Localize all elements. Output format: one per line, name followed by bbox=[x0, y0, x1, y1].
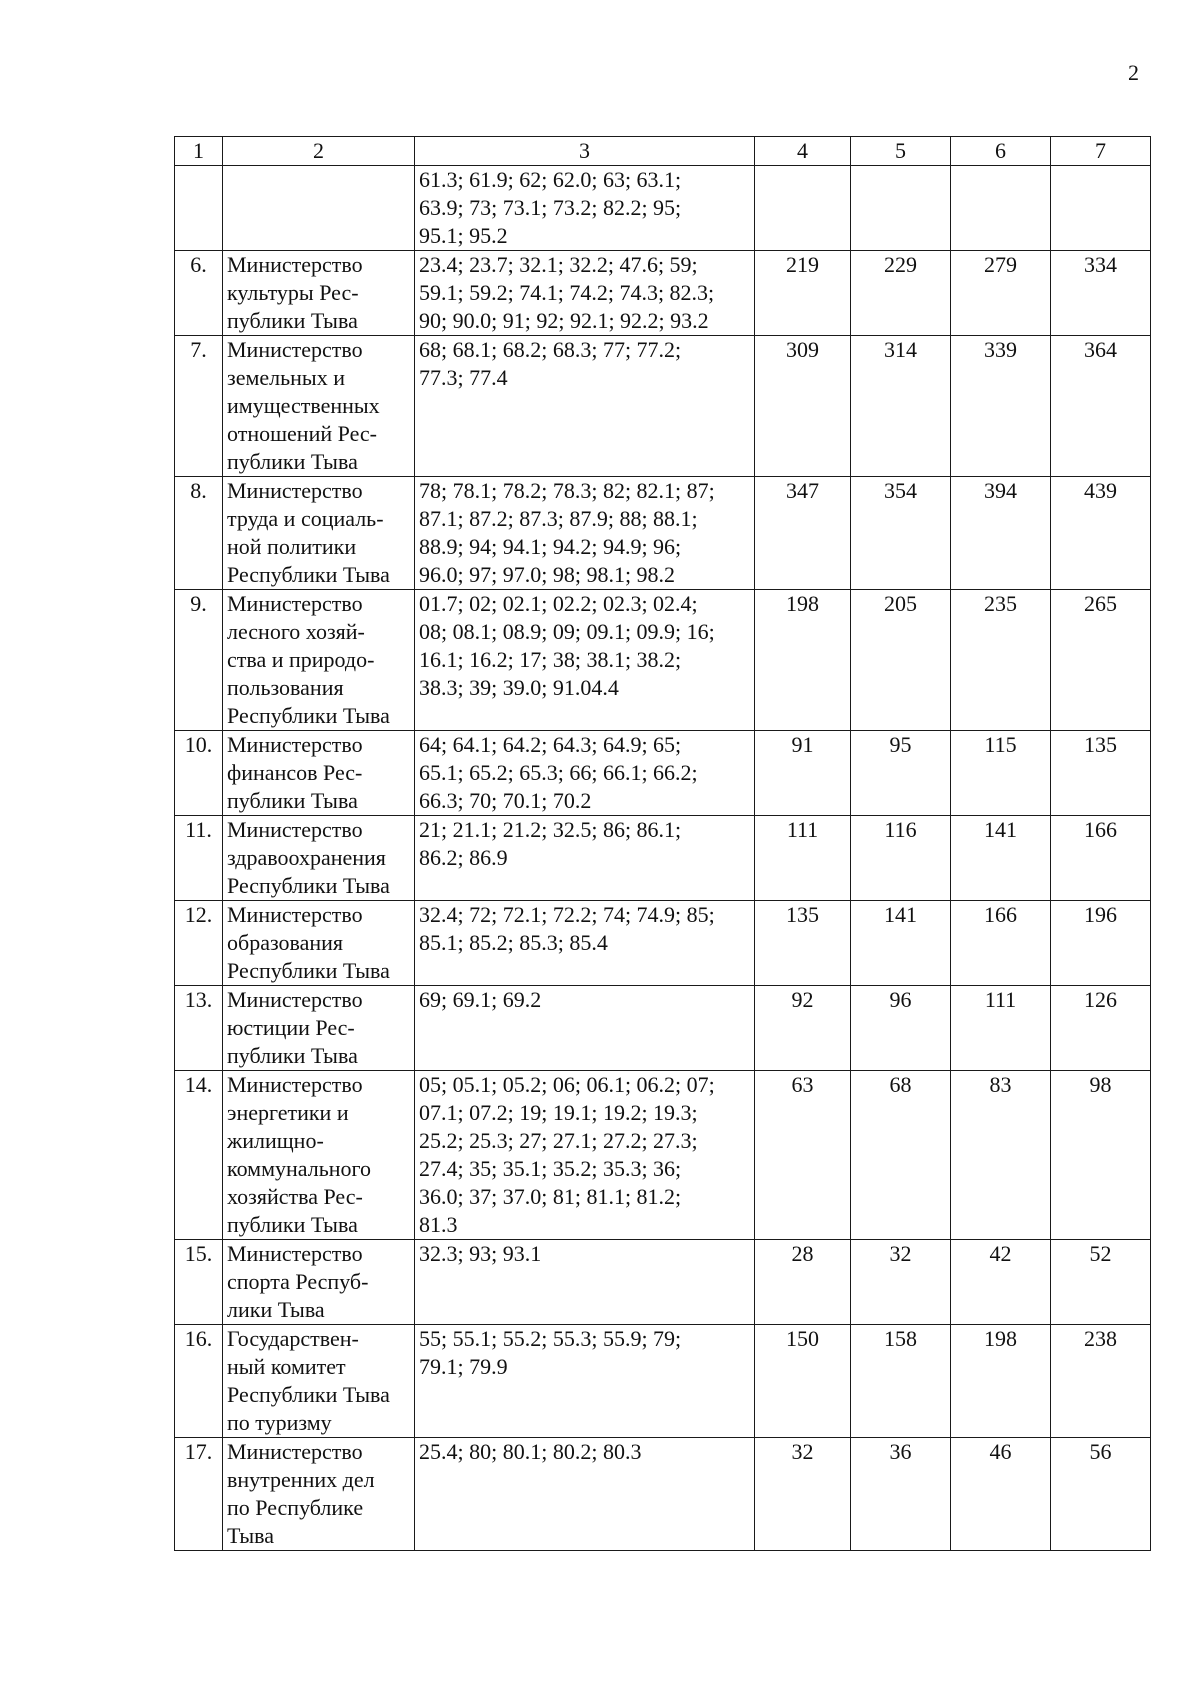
value-col-7: 439 bbox=[1051, 477, 1151, 590]
ministry-name-line: жилищно- bbox=[227, 1128, 324, 1153]
ministry-name-line: лики Тыва bbox=[227, 1297, 325, 1322]
value-col-5: 96 bbox=[851, 986, 951, 1071]
activity-codes bbox=[415, 1438, 755, 1551]
activity-codes-line: 90; 90.0; 91; 92; 92.1; 92.2; 93.2 bbox=[419, 308, 709, 333]
activity-codes bbox=[415, 590, 755, 731]
value-col-7: 56 bbox=[1051, 1438, 1151, 1551]
activity-codes-line: 79.1; 79.9 bbox=[419, 1354, 508, 1379]
ministry-name-line: хозяйства Рес- bbox=[227, 1184, 363, 1209]
table-row bbox=[175, 166, 1151, 251]
value-col-7: 238 bbox=[1051, 1325, 1151, 1438]
value-col-6: 141 bbox=[951, 816, 1051, 901]
ministry-name-line: юстиции Рес- bbox=[227, 1015, 355, 1040]
value-col-5: 68 bbox=[851, 1071, 951, 1240]
value-col-4: 135 bbox=[755, 901, 851, 986]
ministry-name-line: публики Тыва bbox=[227, 308, 358, 333]
ministry-name-line: Министерство bbox=[227, 252, 363, 277]
ministry-name bbox=[223, 731, 415, 816]
value-col-4: 63 bbox=[755, 1071, 851, 1240]
ministry-name-line: по туризму bbox=[227, 1410, 332, 1435]
activity-codes bbox=[415, 477, 755, 590]
activity-codes-line: 69; 69.1; 69.2 bbox=[419, 987, 542, 1012]
activity-codes-line: 61.3; 61.9; 62; 62.0; 63; 63.1; bbox=[419, 167, 682, 192]
value-col-5: 95 bbox=[851, 731, 951, 816]
value-col-5: 32 bbox=[851, 1240, 951, 1325]
ministry-name-line: Министерство bbox=[227, 1241, 363, 1266]
value-col-7: 98 bbox=[1051, 1071, 1151, 1240]
row-number: 7. bbox=[175, 336, 223, 477]
value-col-7: 364 bbox=[1051, 336, 1151, 477]
ministry-name-line: образования bbox=[227, 930, 344, 955]
table-row bbox=[175, 1325, 1151, 1438]
activity-codes-line: 96.0; 97; 97.0; 98; 98.1; 98.2 bbox=[419, 562, 676, 587]
ministry-name-line: здравоохранения bbox=[227, 845, 386, 870]
ministry-name bbox=[223, 1071, 415, 1240]
ministry-name-line: Министерство bbox=[227, 902, 363, 927]
value-col-6: 115 bbox=[951, 731, 1051, 816]
ministry-name-line: Республики Тыва bbox=[227, 1382, 390, 1407]
activity-codes-line: 16.1; 16.2; 17; 38; 38.1; 38.2; bbox=[419, 647, 682, 672]
activity-codes-line: 65.1; 65.2; 65.3; 66; 66.1; 66.2; bbox=[419, 760, 698, 785]
activity-codes bbox=[415, 731, 755, 816]
value-col-5: 141 bbox=[851, 901, 951, 986]
ministry-name-line: ства и природо- bbox=[227, 647, 375, 672]
value-col-6: 166 bbox=[951, 901, 1051, 986]
activity-codes-line: 85.1; 85.2; 85.3; 85.4 bbox=[419, 930, 608, 955]
ministry-name bbox=[223, 166, 415, 251]
activity-codes-line: 05; 05.1; 05.2; 06; 06.1; 06.2; 07; bbox=[419, 1072, 715, 1097]
ministry-name-line: Министерство bbox=[227, 337, 363, 362]
ministry-name-line: Республики Тыва bbox=[227, 562, 390, 587]
ministry-name-line: Министерство bbox=[227, 478, 363, 503]
table-row bbox=[175, 251, 1151, 336]
ministry-name bbox=[223, 1438, 415, 1551]
activity-codes-line: 78; 78.1; 78.2; 78.3; 82; 82.1; 87; bbox=[419, 478, 715, 503]
row-number: 12. bbox=[175, 901, 223, 986]
activity-codes-line: 86.2; 86.9 bbox=[419, 845, 508, 870]
ministry-name-line: ной политики bbox=[227, 534, 357, 559]
ministry-name-line: Республики Тыва bbox=[227, 958, 390, 983]
ministry-name bbox=[223, 251, 415, 336]
ministry-name-line: Министерство bbox=[227, 732, 363, 757]
row-number: 10. bbox=[175, 731, 223, 816]
value-col-5: 36 bbox=[851, 1438, 951, 1551]
value-col-7: 196 bbox=[1051, 901, 1151, 986]
value-col-6: 46 bbox=[951, 1438, 1051, 1551]
ministry-name-line: Министерство bbox=[227, 817, 363, 842]
value-col-6 bbox=[951, 166, 1051, 251]
column-header-6: 6 bbox=[951, 137, 1051, 166]
value-col-7: 166 bbox=[1051, 816, 1151, 901]
ministry-name-line: публики Тыва bbox=[227, 449, 358, 474]
ministry-name-line: публики Тыва bbox=[227, 1212, 358, 1237]
value-col-7: 265 bbox=[1051, 590, 1151, 731]
ministry-name-line: лесного хозяй- bbox=[227, 619, 365, 644]
ministry-name bbox=[223, 1325, 415, 1438]
activity-codes-line: 21; 21.1; 21.2; 32.5; 86; 86.1; bbox=[419, 817, 682, 842]
value-col-5: 116 bbox=[851, 816, 951, 901]
table-row bbox=[175, 1438, 1151, 1551]
ministry-name bbox=[223, 336, 415, 477]
row-number: 9. bbox=[175, 590, 223, 731]
activity-codes-line: 32.3; 93; 93.1 bbox=[419, 1241, 542, 1266]
value-col-6: 339 bbox=[951, 336, 1051, 477]
ministry-name-line: культуры Рес- bbox=[227, 280, 359, 305]
value-col-7: 126 bbox=[1051, 986, 1151, 1071]
ministry-name-line: пользования bbox=[227, 675, 344, 700]
activity-codes-line: 07.1; 07.2; 19; 19.1; 19.2; 19.3; bbox=[419, 1100, 698, 1125]
activity-codes-line: 68; 68.1; 68.2; 68.3; 77; 77.2; bbox=[419, 337, 682, 362]
table-row bbox=[175, 986, 1151, 1071]
value-col-6: 279 bbox=[951, 251, 1051, 336]
row-number: 16. bbox=[175, 1325, 223, 1438]
ministry-name-line: труда и социаль- bbox=[227, 506, 384, 531]
value-col-6: 42 bbox=[951, 1240, 1051, 1325]
value-col-5 bbox=[851, 166, 951, 251]
value-col-5: 205 bbox=[851, 590, 951, 731]
column-header-2: 2 bbox=[223, 137, 415, 166]
activity-codes bbox=[415, 816, 755, 901]
table-row bbox=[175, 590, 1151, 731]
value-col-4: 28 bbox=[755, 1240, 851, 1325]
value-col-6: 394 bbox=[951, 477, 1051, 590]
ministry-name bbox=[223, 816, 415, 901]
activity-codes-line: 64; 64.1; 64.2; 64.3; 64.9; 65; bbox=[419, 732, 682, 757]
ministry-name-line: энергетики и bbox=[227, 1100, 349, 1125]
value-col-6: 198 bbox=[951, 1325, 1051, 1438]
ministries-table bbox=[174, 136, 1151, 1551]
ministry-name-line: Министерство bbox=[227, 1072, 363, 1097]
column-header-7: 7 bbox=[1051, 137, 1151, 166]
ministry-name-line: ный комитет bbox=[227, 1354, 346, 1379]
table-row bbox=[175, 1240, 1151, 1325]
ministry-name-line: спорта Респуб- bbox=[227, 1269, 369, 1294]
activity-codes bbox=[415, 901, 755, 986]
table-row bbox=[175, 336, 1151, 477]
activity-codes-line: 81.3 bbox=[419, 1212, 458, 1237]
activity-codes-line: 08; 08.1; 08.9; 09; 09.1; 09.9; 16; bbox=[419, 619, 715, 644]
value-col-4: 347 bbox=[755, 477, 851, 590]
ministry-name-line: публики Тыва bbox=[227, 1043, 358, 1068]
activity-codes-line: 88.9; 94; 94.1; 94.2; 94.9; 96; bbox=[419, 534, 682, 559]
ministry-name-line: публики Тыва bbox=[227, 788, 358, 813]
activity-codes-line: 25.4; 80; 80.1; 80.2; 80.3 bbox=[419, 1439, 642, 1464]
row-number: 15. bbox=[175, 1240, 223, 1325]
column-header-4: 4 bbox=[755, 137, 851, 166]
ministry-name bbox=[223, 986, 415, 1071]
column-header-5: 5 bbox=[851, 137, 951, 166]
activity-codes-line: 59.1; 59.2; 74.1; 74.2; 74.3; 82.3; bbox=[419, 280, 715, 305]
row-number: 11. bbox=[175, 816, 223, 901]
ministry-name-line: отношений Рес- bbox=[227, 421, 377, 446]
ministry-name-line: внутренних дел bbox=[227, 1467, 375, 1492]
ministry-name-line: Министерство bbox=[227, 1439, 363, 1464]
value-col-4: 92 bbox=[755, 986, 851, 1071]
ministry-name-line: Республики Тыва bbox=[227, 703, 390, 728]
activity-codes bbox=[415, 166, 755, 251]
value-col-5: 158 bbox=[851, 1325, 951, 1438]
ministry-name-line: земельных и bbox=[227, 365, 345, 390]
value-col-6: 111 bbox=[951, 986, 1051, 1071]
activity-codes-line: 23.4; 23.7; 32.1; 32.2; 47.6; 59; bbox=[419, 252, 698, 277]
ministry-name bbox=[223, 1240, 415, 1325]
activity-codes bbox=[415, 251, 755, 336]
value-col-4: 219 bbox=[755, 251, 851, 336]
value-col-4: 91 bbox=[755, 731, 851, 816]
activity-codes-line: 55; 55.1; 55.2; 55.3; 55.9; 79; bbox=[419, 1326, 682, 1351]
value-col-5: 354 bbox=[851, 477, 951, 590]
ministry-name-line: по Республике bbox=[227, 1495, 364, 1520]
value-col-7: 334 bbox=[1051, 251, 1151, 336]
ministry-name-line: финансов Рес- bbox=[227, 760, 363, 785]
ministry-name-line: Министерство bbox=[227, 987, 363, 1012]
row-number: 13. bbox=[175, 986, 223, 1071]
value-col-7: 52 bbox=[1051, 1240, 1151, 1325]
ministry-name bbox=[223, 901, 415, 986]
row-number: 8. bbox=[175, 477, 223, 590]
activity-codes-line: 27.4; 35; 35.1; 35.2; 35.3; 36; bbox=[419, 1156, 682, 1181]
row-number: 17. bbox=[175, 1438, 223, 1551]
activity-codes-line: 77.3; 77.4 bbox=[419, 365, 508, 390]
table-row bbox=[175, 731, 1151, 816]
row-number: 14. bbox=[175, 1071, 223, 1240]
value-col-4 bbox=[755, 166, 851, 251]
ministry-name-line: Государствен- bbox=[227, 1326, 359, 1351]
activity-codes-line: 38.3; 39; 39.0; 91.04.4 bbox=[419, 675, 619, 700]
table-header-row bbox=[175, 137, 1151, 166]
ministry-name bbox=[223, 590, 415, 731]
ministry-name bbox=[223, 477, 415, 590]
value-col-4: 309 bbox=[755, 336, 851, 477]
value-col-7: 135 bbox=[1051, 731, 1151, 816]
column-header-1: 1 bbox=[175, 137, 223, 166]
activity-codes-line: 95.1; 95.2 bbox=[419, 223, 508, 248]
ministry-name-line: Республики Тыва bbox=[227, 873, 390, 898]
activity-codes bbox=[415, 986, 755, 1071]
activity-codes-line: 87.1; 87.2; 87.3; 87.9; 88; 88.1; bbox=[419, 506, 698, 531]
table-row bbox=[175, 1071, 1151, 1240]
value-col-5: 314 bbox=[851, 336, 951, 477]
activity-codes bbox=[415, 1071, 755, 1240]
value-col-4: 111 bbox=[755, 816, 851, 901]
value-col-4: 32 bbox=[755, 1438, 851, 1551]
activity-codes-line: 32.4; 72; 72.1; 72.2; 74; 74.9; 85; bbox=[419, 902, 715, 927]
value-col-4: 150 bbox=[755, 1325, 851, 1438]
activity-codes bbox=[415, 336, 755, 477]
value-col-7 bbox=[1051, 166, 1151, 251]
value-col-4: 198 bbox=[755, 590, 851, 731]
row-number: 6. bbox=[175, 251, 223, 336]
ministry-name-line: коммунального bbox=[227, 1156, 371, 1181]
ministry-name-line: Тыва bbox=[227, 1523, 274, 1548]
value-col-6: 83 bbox=[951, 1071, 1051, 1240]
value-col-6: 235 bbox=[951, 590, 1051, 731]
page-number: 2 bbox=[1128, 60, 1139, 85]
table-row bbox=[175, 477, 1151, 590]
table-row bbox=[175, 816, 1151, 901]
activity-codes bbox=[415, 1240, 755, 1325]
activity-codes-line: 01.7; 02; 02.1; 02.2; 02.3; 02.4; bbox=[419, 591, 698, 616]
activity-codes-line: 25.2; 25.3; 27; 27.1; 27.2; 27.3; bbox=[419, 1128, 698, 1153]
row-number bbox=[175, 166, 223, 251]
value-col-5: 229 bbox=[851, 251, 951, 336]
ministry-name-line: Министерство bbox=[227, 591, 363, 616]
activity-codes-line: 36.0; 37; 37.0; 81; 81.1; 81.2; bbox=[419, 1184, 682, 1209]
ministry-name-line: имущественных bbox=[227, 393, 380, 418]
column-header-3: 3 bbox=[415, 137, 755, 166]
activity-codes-line: 66.3; 70; 70.1; 70.2 bbox=[419, 788, 592, 813]
activity-codes-line: 63.9; 73; 73.1; 73.2; 82.2; 95; bbox=[419, 195, 682, 220]
activity-codes bbox=[415, 1325, 755, 1438]
table-row bbox=[175, 901, 1151, 986]
